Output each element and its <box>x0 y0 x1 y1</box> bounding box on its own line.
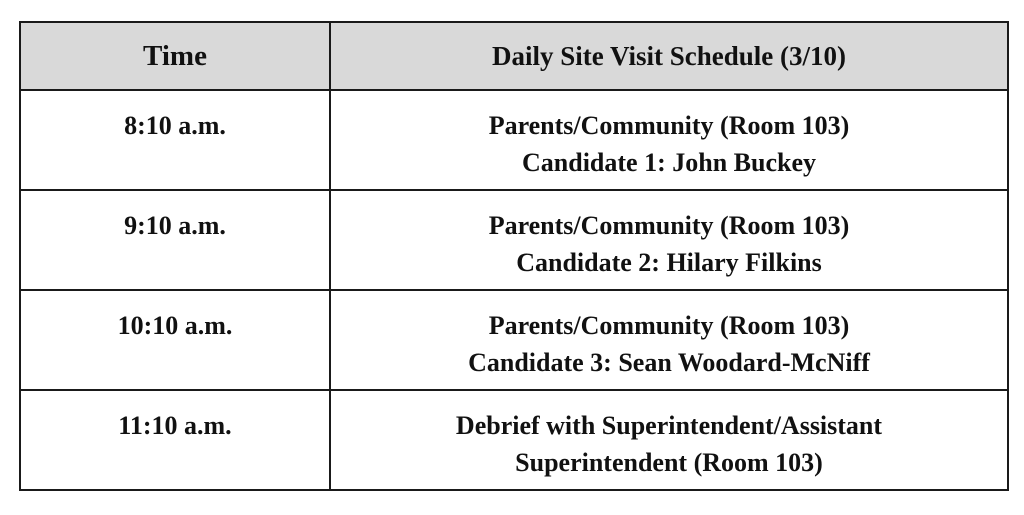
activity-line-2: Candidate 2: Hilary Filkins <box>516 248 822 277</box>
table-row <box>20 190 1008 290</box>
time-cell: 11:10 a.m. <box>20 390 330 490</box>
activity-line-1: Debrief with Superintendent/Assistant <box>455 411 883 440</box>
time-cell: 10:10 a.m. <box>20 290 330 390</box>
time-column-header: Time <box>20 22 330 90</box>
activity-line-2: Superintendent (Room 103) <box>515 448 823 477</box>
activity-line-2: Candidate 3: Sean Woodard-McNiff <box>468 348 870 377</box>
header-row <box>20 22 1008 90</box>
site-visit-schedule-table <box>19 21 1009 491</box>
activity-line-1: Parents/Community (Room 103) <box>488 311 850 340</box>
schedule-column-header: Daily Site Visit Schedule (3/10) <box>330 22 1008 90</box>
activity-cell <box>330 390 1008 490</box>
activity-line-2: Candidate 1: John Buckey <box>522 148 816 177</box>
activity-line-1: Parents/Community (Room 103) <box>488 111 850 140</box>
table-row <box>20 290 1008 390</box>
time-cell: 8:10 a.m. <box>20 90 330 190</box>
time-cell: 9:10 a.m. <box>20 190 330 290</box>
activity-line-1: Parents/Community (Room 103) <box>488 211 850 240</box>
table-row <box>20 90 1008 190</box>
activity-cell <box>330 290 1008 390</box>
activity-cell <box>330 190 1008 290</box>
table-row <box>20 390 1008 490</box>
activity-cell <box>330 90 1008 190</box>
